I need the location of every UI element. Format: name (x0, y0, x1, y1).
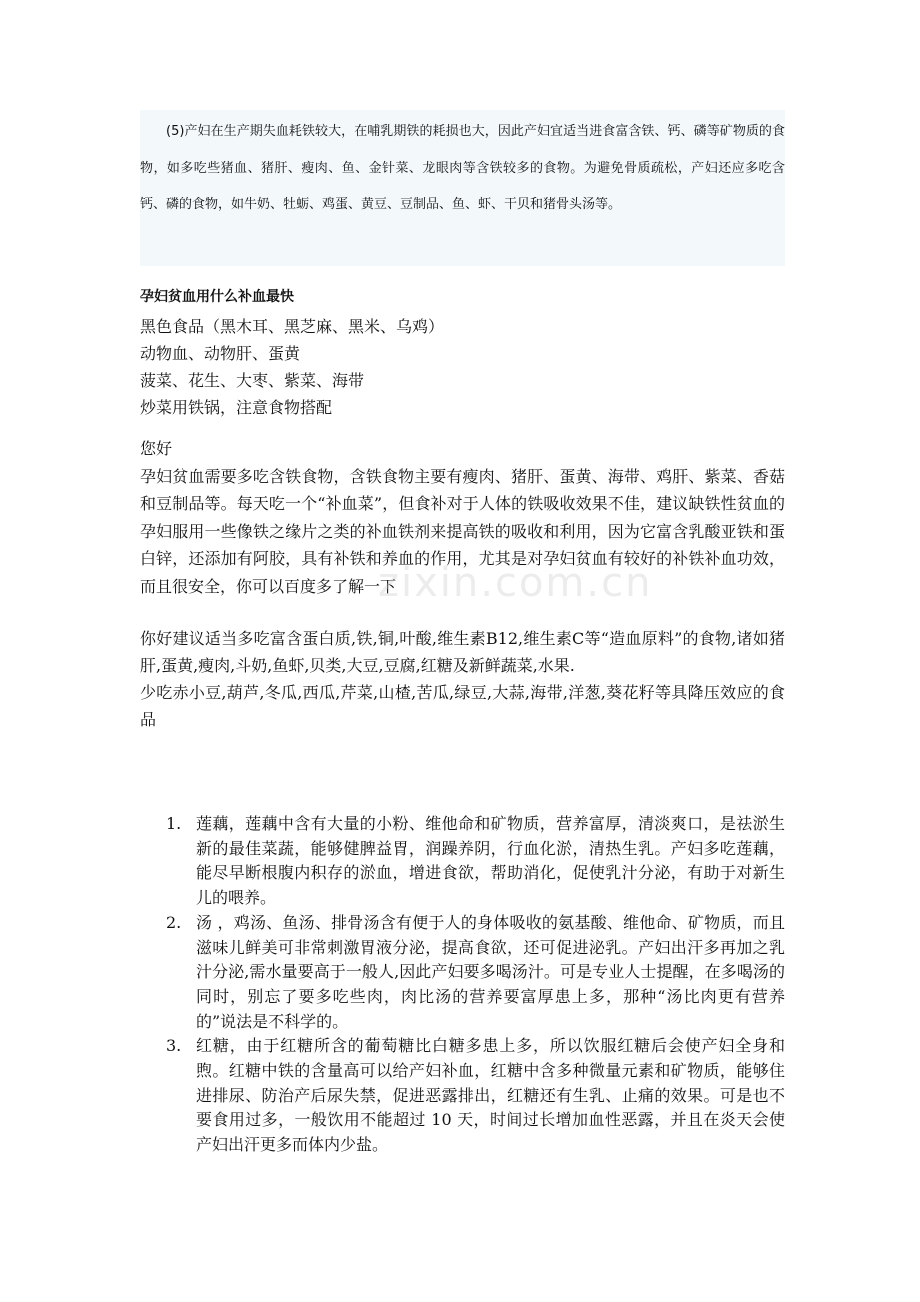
tip-item (140, 911, 785, 1035)
answer-greeting: 您好 (140, 439, 173, 458)
food-list-item: 炒菜用铁锅，注意食物搭配 (140, 398, 333, 417)
highlighted-note (140, 110, 785, 266)
food-list-item: 黑色食品（黑木耳、黑芝麻、黑米、乌鸡） (140, 317, 445, 336)
answer-paragraph-1: 你好建议适当多吃富含蛋白质,铁,铜,叶酸,维生素B12,维生素C等“造血原料”的食物,诸如猪肝,蛋黄,瘦肉,斗奶,鱼虾,贝类,大豆,豆腐,红糖及新鲜蔬菜,水果. (140, 629, 785, 675)
food-list-item: 动物血、动物肝、蛋黄 (140, 344, 301, 363)
watermark: zixin.com.cn (378, 560, 653, 606)
answer-block-2 (140, 625, 785, 733)
note-paragraph: (5)产妇在生产期失血耗铁较大，在哺乳期铁的耗损也大，因此产妇宜适当进食富含铁、钙、磷等矿物质的食物，如多吃些猪血、猪肝、瘦肉、鱼、金针菜、龙眼肉等含铁较多的食物。为避免骨质疏松，产妇还应多吃含钙、磷的食物，如牛奶、牡蛎、鸡蛋、黄豆、豆制品、鱼、虾、干贝和猪骨头汤等。 (140, 124, 785, 212)
tip-number: 1. (166, 814, 182, 833)
food-list (140, 313, 780, 421)
answer-body: 孕妇贫血需要多吃含铁食物，含铁食物主要有瘦肉、猪肝、蛋黄、海带、鸡肝、紫菜、香菇和豆制品等。每天吃一个“补血菜”，但食补对于人体的铁吸收效果不佳，建议缺铁性贫血的孕妇服用一些像铁之缘片之类的补血铁剂来提高铁的吸收和利用，因为它富含乳酸亚铁和蛋白锌，还添加有阿胶，具有补铁和养血的作用，尤其是对孕妇贫血有较好的补铁补血功效，而且很安全，你可以百度多了解一下 (140, 466, 785, 596)
tip-item (140, 1034, 785, 1158)
tip-number: 2. (166, 912, 182, 932)
tip-number: 3. (166, 1036, 182, 1056)
tip-text: 莲藕，莲藕中含有大量的小粉、维他命和矿物质，营养富厚，清淡爽口，是祛淤生新的最佳菜蔬，能够健脾益胃，润躁养阴，行血化淤，清热生乳。产妇多吃莲藕，能尽早断根腹内积存的淤血，增进食欲，帮助消化，促使乳汁分泌，有助于对新生儿的喂养。 (196, 814, 785, 908)
answer-paragraph-2: 少吃赤小豆,葫芦,冬瓜,西瓜,芹菜,山楂,苦瓜,绿豆,大蒜,海带,洋葱,葵花籽等具降压效应的食品 (140, 683, 785, 729)
tip-text: 汤 ，鸡汤、鱼汤、排骨汤含有便于人的身体吸收的氨基酸、维他命、矿物质，而且滋味儿鲜美可非常刺激胃液分泌，提高食欲，还可促进泌乳。产妇出汗多再加之乳汁分泌,需水量要高于一般人,因此产妇要多喝汤汁。可是专业人士提醒，在多喝汤的同时，别忘了要多吃些肉，肉比汤的营养要富厚患上多，那种“汤比肉更有营养的”说法是不科学的。 (196, 912, 785, 1031)
answer-block-1 (140, 435, 785, 600)
section-heading: 孕妇贫血用什么补血最快 (140, 289, 294, 305)
tip-text: 红糖，由于红糖所含的葡萄糖比白糖多患上多，所以饮服红糖后会使产妇全身和煦。红糖中铁的含量高可以给产妇补血，红糖中含多种微量元素和矿物质，能够住进排尿、防治产后尿失禁，促进恶露排出，红糖还有生乳、止痛的效果。可是也不要食用过多，一般饮用不能超过 10 天，时间过长增加血性恶露，并且在炎天会使产妇出汗更多而体内少盐。 (196, 1036, 785, 1155)
food-list-item: 菠菜、花生、大枣、紫菜、海带 (140, 371, 365, 390)
tip-item (140, 812, 785, 911)
tips-list (140, 812, 785, 1158)
